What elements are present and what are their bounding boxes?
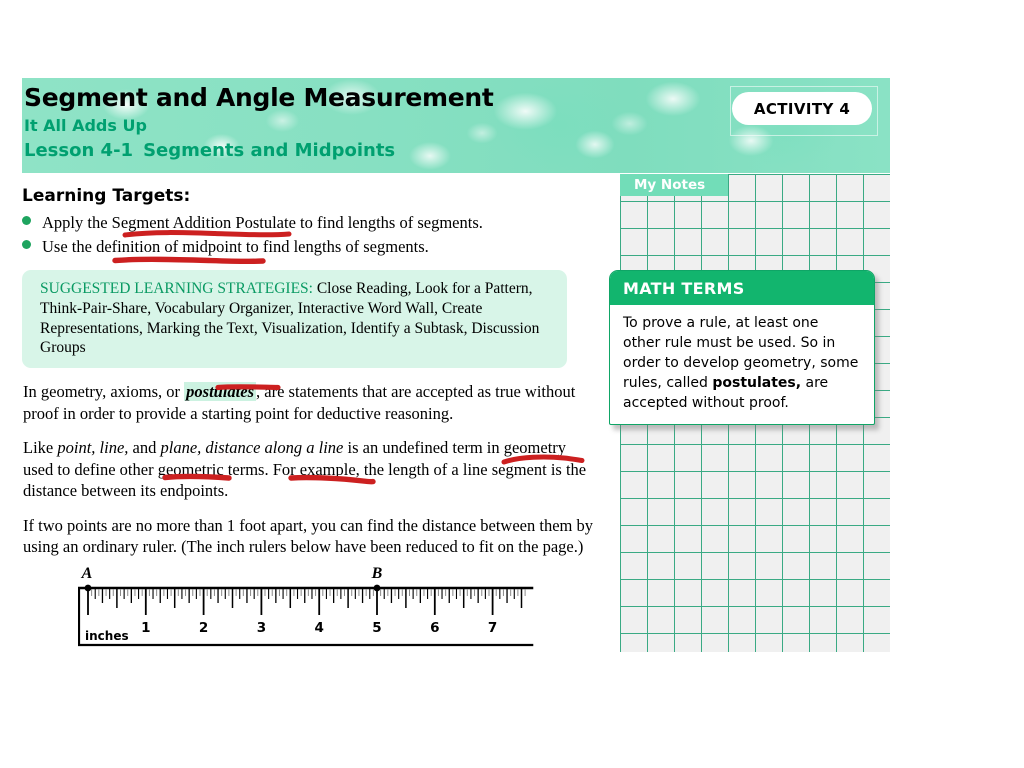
svg-text:B: B (371, 565, 383, 582)
page-subtitle: It All Adds Up (24, 116, 147, 135)
math-terms-bold-term: postulates, (712, 374, 802, 391)
highlighted-term-postulates: postulates (186, 382, 255, 402)
bullet-icon (22, 216, 31, 225)
learning-target-item (22, 212, 597, 234)
my-notes-label: My Notes (620, 174, 728, 196)
svg-text:6: 6 (430, 620, 440, 636)
math-terms-callout (609, 270, 875, 425)
lesson-number: Lesson 4-1 (24, 140, 134, 161)
svg-text:4: 4 (314, 620, 324, 636)
svg-text:7: 7 (487, 620, 498, 636)
page-header-banner (22, 78, 890, 173)
math-terms-body (610, 305, 874, 424)
main-content-column (22, 186, 597, 558)
para1-part1: In geometry, axioms, or (23, 382, 185, 402)
para2-italic-terms-2: plane, distance along a line (160, 438, 344, 458)
lesson-line (24, 140, 395, 161)
para1-part2: , are statements that are accepted as true without proof in order to provide a starting point for deductive reasoning. (23, 382, 576, 423)
suggested-learning-strategies-box (22, 270, 567, 369)
para2-italic-terms-1: point, line, (57, 438, 129, 458)
paragraph-ruler-intro: If two points are no more than 1 foot apart, you can find the distance between them by using an ordinary ruler. (The inch rulers below have been reduced to fit on the page.) (23, 515, 593, 557)
strategies-label: SUGGESTED LEARNING STRATEGIES: (40, 279, 313, 297)
svg-text:3: 3 (256, 620, 267, 636)
para2-part3: is an undefined term in geometry used to define other geometric terms. For example, the length of a line segment is the distance between its endpoints. (23, 438, 587, 501)
lesson-name: Segments and Midpoints (143, 140, 396, 161)
learning-target-text: Apply the Segment Addition Postulate to find lengths of segments. (42, 213, 483, 232)
bullet-icon (22, 240, 31, 249)
para2-part2: and (128, 438, 161, 458)
paragraph-distance-along-a-line (23, 437, 595, 501)
activity-badge: ACTIVITY 4 (732, 92, 872, 125)
svg-text:inches: inches (85, 629, 129, 643)
paragraph-postulates (23, 381, 595, 424)
math-terms-text-2: are accepted without proof. (623, 374, 829, 411)
page-title: Segment and Angle Measurement (24, 83, 494, 112)
svg-text:A: A (81, 565, 93, 582)
strategies-body: Close Reading, Look for a Pattern, Think-Pair-Share, Vocabulary Organizer, Interactive Word Wall, Create Representations, Marking the Text, Visualization, Identify a Subtask, Discussion Groups (40, 279, 540, 357)
svg-text:1: 1 (141, 620, 151, 636)
para2-part1: Like (23, 438, 58, 458)
math-terms-text-1: To prove a rule, at least one other rule must be used. So in order to develop geometry, some rules, called (623, 315, 859, 391)
svg-text:2: 2 (198, 620, 209, 636)
inch-ruler-diagram (78, 565, 548, 660)
strategies-paragraph (40, 279, 554, 359)
learning-target-item (22, 236, 597, 258)
svg-text:5: 5 (372, 620, 382, 636)
math-terms-header: MATH TERMS (610, 271, 874, 305)
learning-target-text: Use the definition of midpoint to find lengths of segments. (42, 237, 429, 257)
learning-targets-heading: Learning Targets: (22, 186, 191, 206)
